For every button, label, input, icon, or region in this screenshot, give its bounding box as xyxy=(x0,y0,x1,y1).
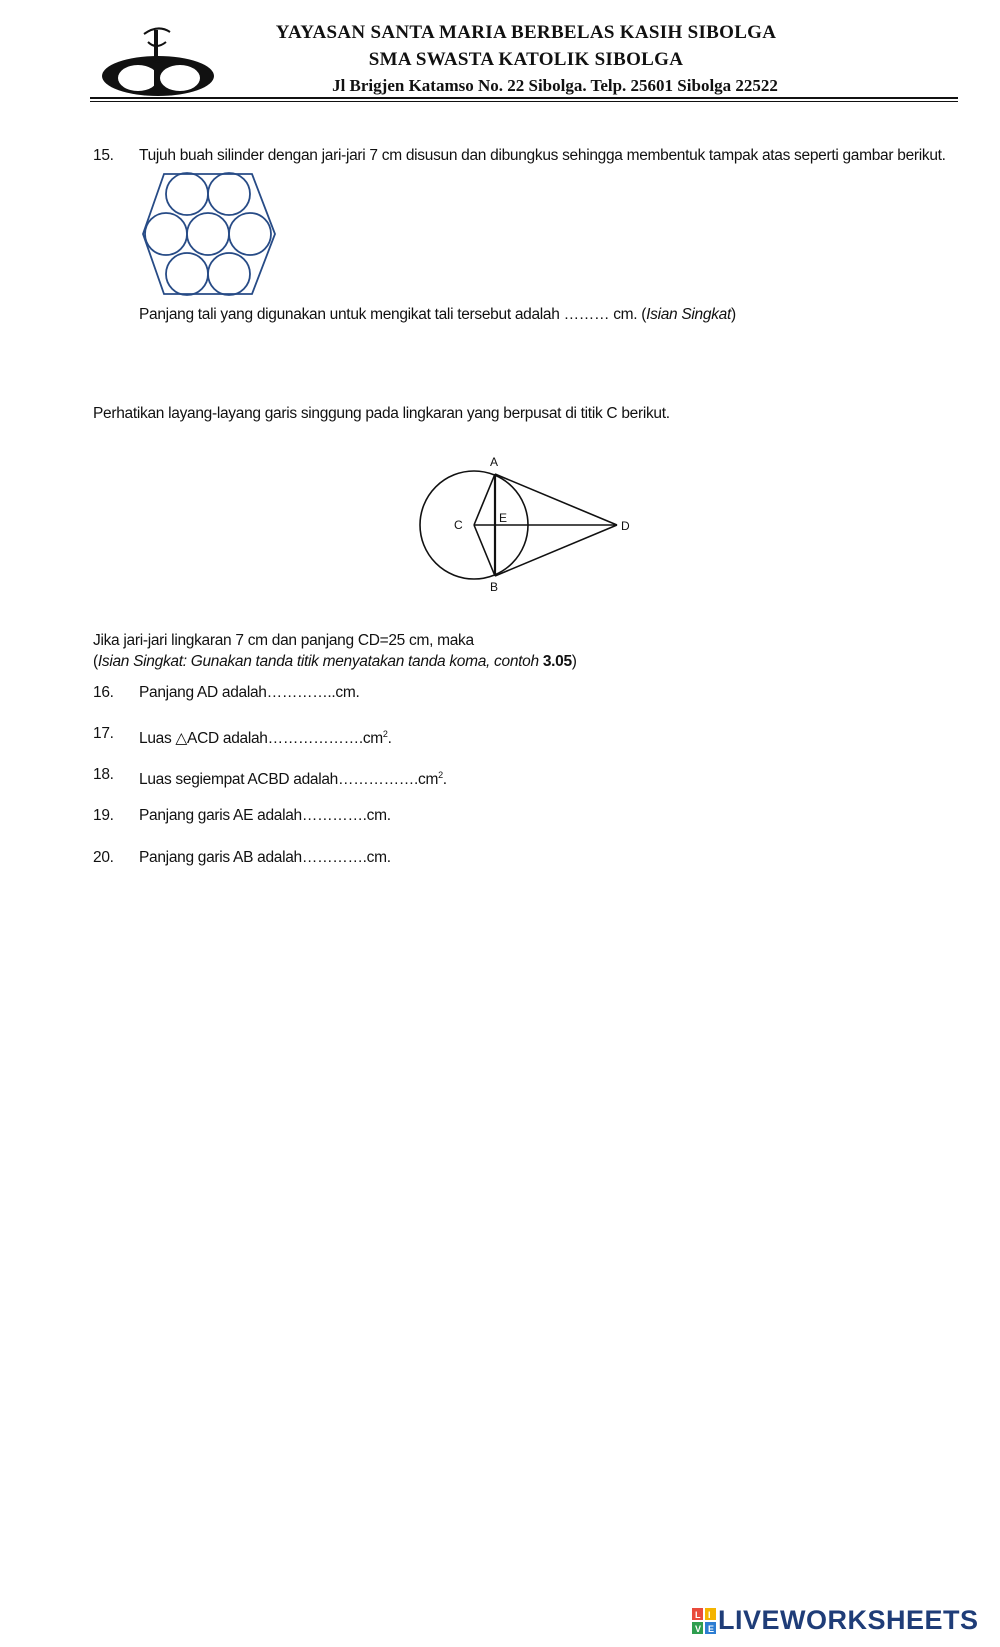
cylinders-figure xyxy=(140,170,280,298)
liveworksheets-brand: LIVEWORKSHEETS xyxy=(718,1605,979,1635)
label-c: C xyxy=(454,518,463,532)
kite-intro-text: Perhatikan layang-layang garis singgung pada lingkaran yang berpusat di titik C berikut. xyxy=(93,405,670,422)
q15-answer-unit: cm. ( xyxy=(613,306,647,323)
q15-text: Tujuh buah silinder dengan jari-jari 7 cm disusun dan dibungkus sehingga membentuk tampak atas seperti gambar berikut. xyxy=(139,147,946,164)
svg-text:L: L xyxy=(695,1609,701,1620)
q19-text: Panjang garis AE adalah………….cm. xyxy=(139,807,391,824)
header-school-name: SMA SWASTA KATOLIK SIBOLGA xyxy=(368,49,684,70)
header-address: Jl Brigjen Katamso No. 22 Sibolga. Telp. 25601 Sibolga 22522 xyxy=(332,76,778,95)
q20-text: Panjang garis AB adalah………….cm. xyxy=(139,849,391,866)
liveworksheets-logo xyxy=(692,1605,979,1636)
label-b: B xyxy=(490,580,499,592)
q18-text: Luas segiempat ACBD $adalah\dots\dots\dots\dots\dots.cm^2$. xyxy=(139,770,447,788)
svg-text:V: V xyxy=(695,1623,702,1634)
q16-text: Panjang AD adalah…………..cm. xyxy=(139,684,360,701)
svg-text:E: E xyxy=(708,1623,715,1634)
q15-answer-close: ) xyxy=(730,306,736,323)
given-instruction-text: Isian Singkat: Gunakan tanda titik menyatakan tanda koma, contoh xyxy=(97,653,543,670)
header-divider xyxy=(90,97,958,99)
school-logo xyxy=(96,22,220,100)
q20-number: 20. xyxy=(93,849,114,866)
given-instruction: (Isian Singkat: Gunakan tanda titik menyatakan tanda koma, contoh 3.05) xyxy=(93,653,577,670)
q15-answer-line xyxy=(139,305,736,325)
header-divider-thin xyxy=(90,101,958,102)
q16-number: 16. xyxy=(93,684,114,701)
label-d: D xyxy=(621,519,630,533)
label-e: E xyxy=(499,511,508,525)
q18-number: 18. xyxy=(93,766,114,783)
svg-text:I: I xyxy=(708,1609,711,1620)
q15-answer-prefix: Panjang tali yang digunakan untuk mengikat tali tersebut adalah ……… xyxy=(139,306,614,323)
q15-number: 15. xyxy=(93,147,114,164)
q15-answer-type: Isian Singkat xyxy=(646,306,731,323)
q19-number: 19. xyxy=(93,807,114,824)
given-line: Jika jari-jari lingkaran 7 cm dan panjang CD=25 cm, maka xyxy=(93,632,474,649)
q17-text: Luas △ACD $adalah\dots\dots\dots\dots\dots\dots.cm^2$. xyxy=(139,729,392,747)
given-example: 3.05 xyxy=(542,653,572,670)
kite-tangent-figure xyxy=(410,452,640,592)
header-foundation-name: YAYASAN SANTA MARIA BERBELAS KASIH SIBOLGA xyxy=(275,22,777,43)
liveworksheets-blocks-icon xyxy=(692,1608,716,1634)
q17-number: 17. xyxy=(93,725,114,742)
label-a: A xyxy=(490,455,499,469)
